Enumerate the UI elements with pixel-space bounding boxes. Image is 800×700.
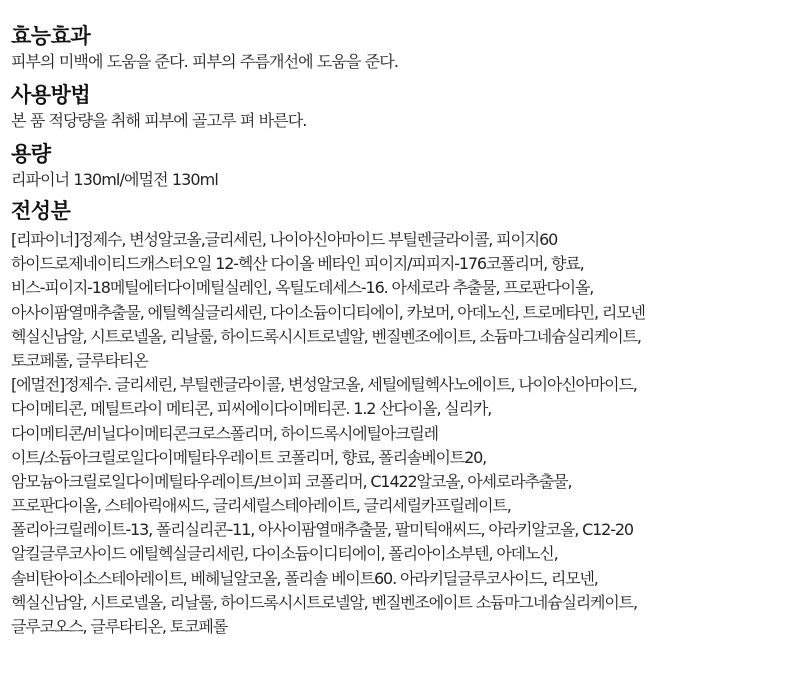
ingredient-line: 아사이팜열매추출물, 에틸헥실글리세린, 다이소듐이디티에이, 카보머, 아데노신, 트로메타민, 리모넨 xyxy=(11,302,645,322)
ingredient-line: 헥실신남알, 시트로넬올, 리날룰, 하이드록시시트로넬알, 벤질벤조에이트, 소듐마그네슘실리케이트, xyxy=(11,326,641,346)
ingredient-line: [에멀전]정제수. 글리세린, 부틸렌글라이콜, 변성알코올, 세틸에틸헥사노에이트, 나이아신아마이드, xyxy=(11,375,637,395)
ingredient-line: 다이메티콘, 메틸트라이 메티콘, 피씨에이다이메티콘. 1.2 산다이올, 실리카, xyxy=(11,399,492,419)
ingredient-line: 암모늄아크릴로일다이메틸타우레이트/브이피 코폴리머, C1422알코올, 아세로라추출물, xyxy=(11,471,572,491)
ingredient-line: 폴리아크릴레이트-13, 폴리실리콘-11, 아사이팜열매추출물, 팔미틱애씨드, 아라키알코올, C12-20 xyxy=(11,520,633,540)
efficacy-heading: 효능효과 xyxy=(11,24,91,48)
ingredient-line: 솔비탄아이소스테아레이트, 베헤닐알코올, 폴리솔 베이트60. 아라키딜글루코사이드, 리모넨, xyxy=(11,568,598,588)
ingredient-line: 하이드로제네이티드캐스터오일 12-헥산 다이올 베타인 피이지/피피지-176코폴리머, 향료, xyxy=(11,254,584,274)
ingredient-line: 알킬글루코사이드 에틸헥실글리세린, 다이소듐이디티에이, 폴리아이소부텐, 아데노신, xyxy=(11,544,558,564)
volume-section xyxy=(11,140,800,192)
efficacy-text: 피부의 미백에 도움을 준다. 피부의 주름개선에 도움을 준다. xyxy=(11,52,399,71)
ingredients-section xyxy=(11,197,800,639)
usage-section xyxy=(11,81,800,133)
usage-heading: 사용방법 xyxy=(11,83,91,107)
ingredient-line: 토코페롤, 글루타티온 xyxy=(11,350,148,370)
ingredient-line: 헥실신남알, 시트로넬올, 리날룰, 하이드록시시트로넬알, 벤질벤조에이트 소듐마그네슘실리케이트, xyxy=(11,592,637,612)
volume-text: 리파이너 130ml/에멀전 130ml xyxy=(11,170,218,189)
volume-heading: 용량 xyxy=(11,142,51,166)
usage-text: 본 품 적당량을 취해 피부에 골고루 펴 바른다. xyxy=(11,111,307,130)
ingredients-list xyxy=(11,228,800,639)
ingredient-line: 비스-피이지-18메틸에터다이메틸실레인, 옥틸도데세스-16. 아세로라 추출물, 프로판다이올, xyxy=(11,278,594,298)
ingredient-line: 이트/소듐아크릴로일다이메틸타우레이트 코폴리머, 향료, 폴리솔베이트20, xyxy=(11,447,487,467)
efficacy-section xyxy=(11,22,800,74)
ingredient-line: 프로판다이올, 스테아릭애씨드, 글리세릴스테아레이트, 글리세릴카프릴레이트, xyxy=(11,496,511,516)
ingredient-line: [리파이너]정제수, 변성알코올,글리세린, 나이아신아마이드 부틸렌글라이콜, 피이지60 xyxy=(11,230,558,249)
ingredients-heading: 전성분 xyxy=(11,199,71,223)
ingredient-line: 다이메티콘/비닐다이메티콘크로스폴리머, 하이드록시에틸아크릴레 xyxy=(11,423,438,443)
ingredient-line: 글루코오스, 글루타티온, 토코페롤 xyxy=(11,617,228,636)
